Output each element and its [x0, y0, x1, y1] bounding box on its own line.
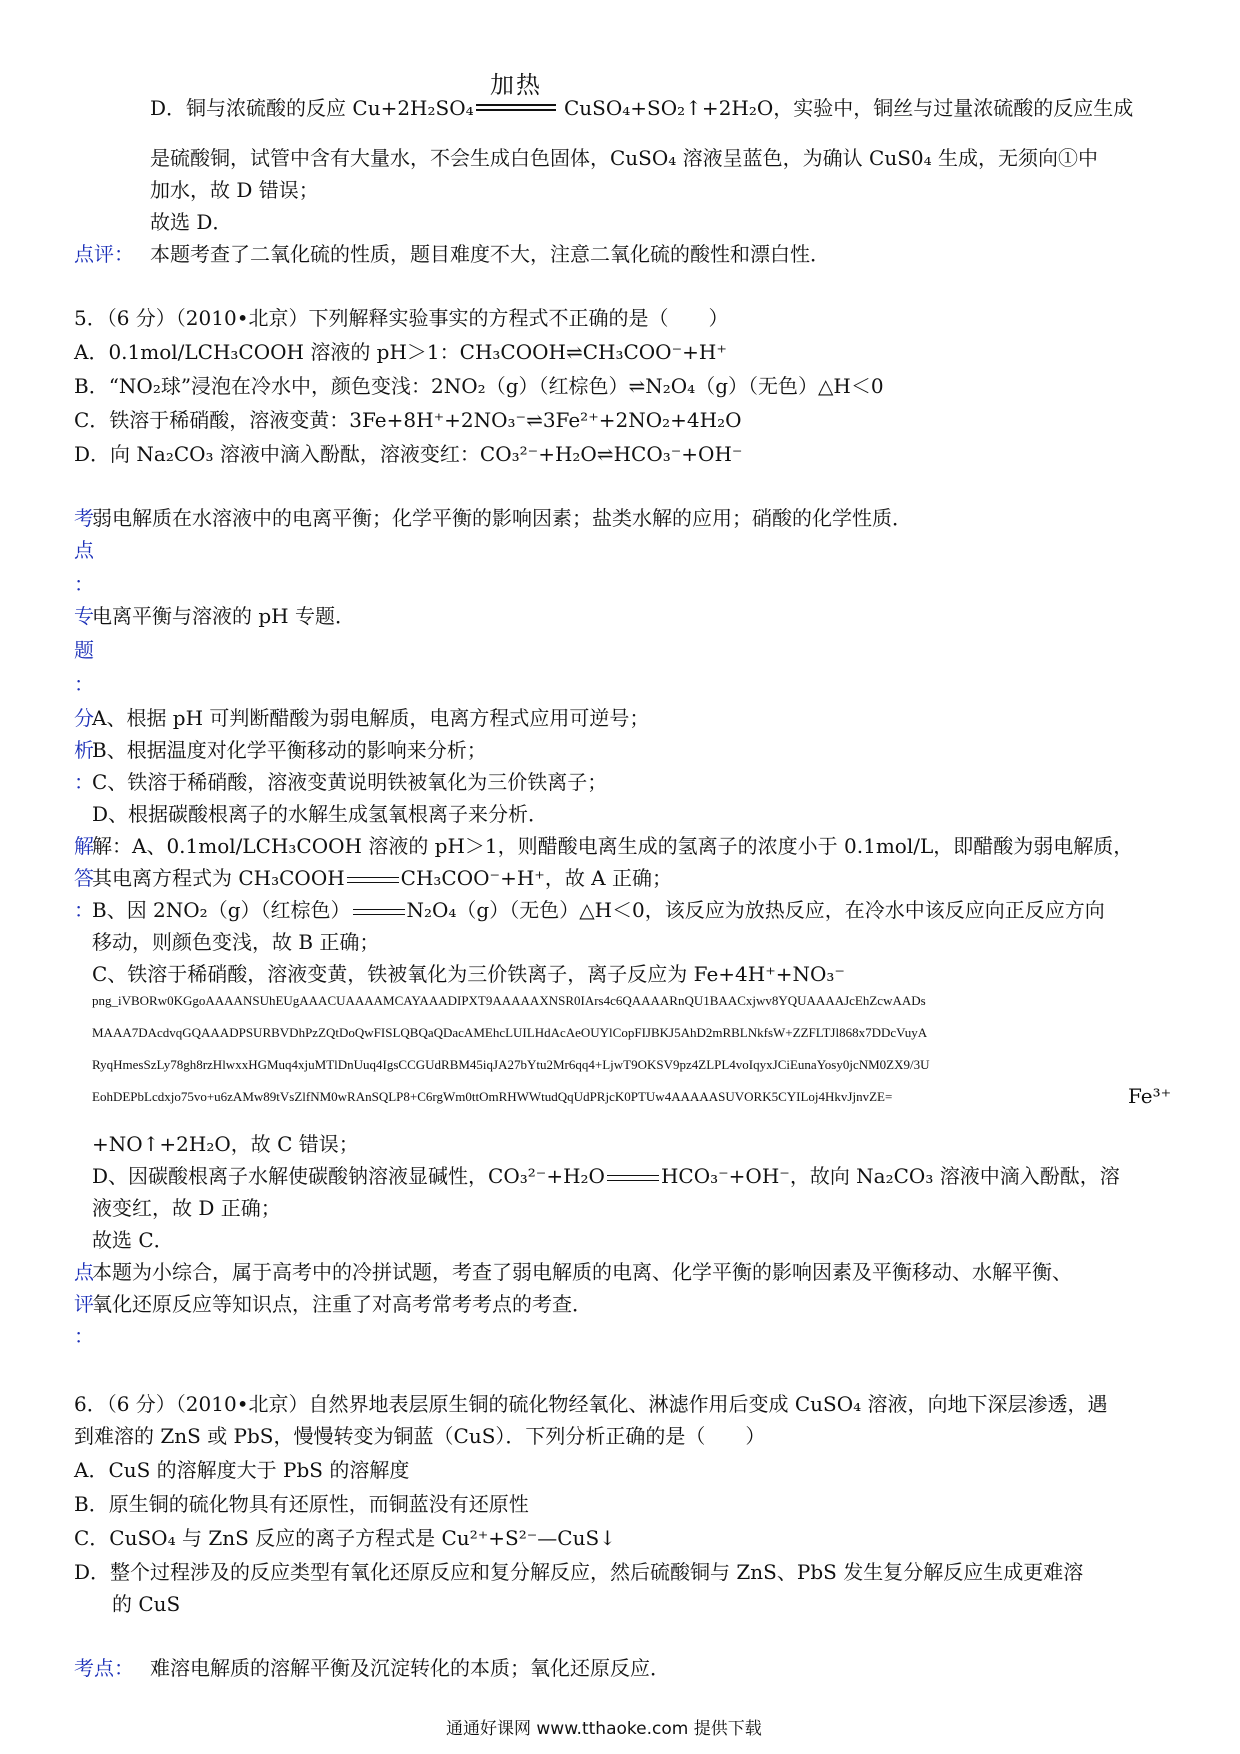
q5-solution-1: 解：A、0.1mol/LCH₃COOH 溶液的 pH＞1，则醋酸电离生成的氢离子的浓度小于 0.1mol/L，即醋酸为弱电解质， [92, 834, 1134, 858]
q6-keypoint-text: 难溶电解质的溶解平衡及沉淀转化的本质；氧化还原反应． [150, 1656, 670, 1680]
q5-analysis-1: A、根据 pH 可判断醋酸为弱电解质，电离方程式应用可逆号； [92, 706, 650, 730]
analysis-label-1: 分 [74, 706, 94, 730]
broken-image-text-4: EohDEPbLcdxjo75vo+u6zAMw89tVsZlfNM0wRAnSQLP8+C6rgWm0ttOmRHWWtudQqUdPRjcK0PTUw4AAAAASUVORK5CYILoj4HkvJjnvZE= [92, 1089, 893, 1104]
q5-option-a: A．0.1mol/LCH₃COOH 溶液的 pH＞1：CH₃COOH⇌CH₃COO⁻+H⁺ [74, 340, 727, 364]
q4-option-d-line1a: D．铜与浓硫酸的反应 Cu+2H₂SO₄ [150, 96, 474, 120]
q5-solution-7b: HCO₃⁻+OH⁻，故向 Na₂CO₃ 溶液中滴入酚酞，溶 [660, 1164, 1120, 1188]
q5-review-2: 氧化还原反应等知识点，注重了对高考常考考点的考查． [92, 1292, 592, 1316]
review-text: 本题考查了二氧化硫的性质，题目难度不大，注意二氧化硫的酸性和漂白性． [150, 242, 830, 266]
review-colon: ： [74, 1324, 94, 1348]
q5-option-c: C．铁溶于稀硝酸，溶液变黄：3Fe+8H⁺+2NO₃⁻⇌3Fe²⁺+2NO₂+4H₂O [74, 408, 742, 432]
q5-solution-7a: D、因碳酸根离子水解使碳酸钠溶液显碱性，CO₃²⁻+H₂O [92, 1164, 605, 1188]
kp-label-1: 考 [74, 506, 94, 530]
q5-analysis-4: D、根据碳酸根离子的水解生成氢氧根离子来分析． [92, 802, 549, 826]
q6-option-c: C．CuSO₄ 与 ZnS 反应的离子方程式是 Cu²⁺+S²⁻—CuS↓ [74, 1526, 616, 1550]
q5-choice: 故选 C． [92, 1228, 174, 1252]
broken-image-text-2: MAAA7DAcdvqGQAAADPSURBVDhPzZQtDoQwFISLQBQaQDacAMEhcLUILHdAcAeOUYlCopFIJBKJ5AhD2mRBLNkfsW+ZZFLTJl868x7DDcVuyA [92, 1025, 928, 1040]
q5-solution-3b: N₂O₄（g）（无色）△H＜0，该反应为放热反应，在冷水中该反应向正反应方向 [406, 898, 1105, 922]
q5-solution-4: 移动，则颜色变浅，故 B 正确； [92, 930, 380, 954]
q5-keypoint-text: 弱电解质在水溶液中的电离平衡；化学平衡的影响因素；盐类水解的应用；硝酸的化学性质． [92, 506, 912, 530]
q5-analysis-3: C、铁溶于稀硝酸，溶液变黄说明铁被氧化为三价铁离子； [92, 770, 608, 794]
solution-label-1: 解 [74, 834, 94, 858]
q5-solution-6: +NO↑+2H₂O，故 C 错误； [92, 1132, 359, 1156]
topic-label-1: 专 [74, 604, 94, 628]
solution-label-2: 答 [74, 866, 94, 890]
kp-colon: ： [74, 572, 94, 596]
heat-condition: 加热 [490, 71, 542, 99]
equilibrium-arrow [605, 1171, 661, 1185]
solution-colon: ： [74, 898, 94, 922]
q6-option-d-2: 的 CuS [112, 1592, 181, 1616]
q5-solution-5-end: Fe³⁺ [1128, 1084, 1172, 1108]
q5-topic-text: 电离平衡与溶液的 pH 专题． [92, 604, 355, 628]
q5-solution-2a: 其电离方程式为 CH₃COOH [92, 866, 345, 890]
q5-solution-2b: CH₃COO⁻+H⁺，故 A 正确； [400, 866, 672, 890]
topic-colon: ： [74, 672, 94, 696]
q5-stem: 5．（6 分）（2010•北京）下列解释实验事实的方程式不正确的是（ ） [74, 306, 729, 330]
q5-review-1: 本题为小综合，属于高考中的冷拼试题，考查了弱电解质的电离、化学平衡的影响因素及平衡移动、水解平衡、 [92, 1260, 1072, 1284]
equilibrium-arrow [351, 905, 407, 919]
page-footer: 通通好课网 www.tthaoke.com 提供下载 [446, 1719, 762, 1739]
equilibrium-arrow [345, 873, 401, 887]
broken-image-text-3: RyqHmesSzLy78gh8rzHlwxxHGMuq4xjuMTlDnUuq4IgsCCGUdRBM45iqJA27bYtu2Mr6qq4+LjwT9OKSV9pz4ZLPL4voIqyxJCiEunaYosy0jcNM0ZX9/3U [92, 1057, 930, 1072]
q6-option-d-1: D．整个过程涉及的反应类型有氧化还原反应和复分解反应，然后硫酸铜与 ZnS、PbS 发生复分解反应生成更难溶 [74, 1560, 1084, 1584]
q4-choice: 故选 D． [150, 210, 233, 234]
condition-equals-bar [476, 104, 556, 111]
q5-solution-5: C、铁溶于稀硝酸，溶液变黄，铁被氧化为三价铁离子，离子反应为 Fe+4H⁺+NO₃⁻ [92, 962, 845, 986]
topic-label-2: 题 [74, 638, 94, 662]
q6-option-a: A．CuS 的溶解度大于 PbS 的溶解度 [74, 1458, 410, 1482]
q6-keypoint-label: 考点： [74, 1656, 134, 1680]
q6-option-b: B．原生铜的硫化物具有还原性，而铜蓝没有还原性 [74, 1492, 529, 1516]
q5-option-b: B．“NO₂球”浸泡在冷水中，颜色变浅：2NO₂（g）（红棕色）⇌N₂O₄（g）（无色）△H＜0 [74, 374, 884, 398]
q6-stem-2: 到难溶的 ZnS 或 PbS，慢慢转变为铜蓝（CuS）．下列分析正确的是（ ） [74, 1424, 766, 1448]
q4-option-d-line3: 加水，故 D 错误； [150, 178, 319, 202]
q5-option-d: D．向 Na₂CO₃ 溶液中滴入酚酞，溶液变红：CO₃²⁻+H₂O⇌HCO₃⁻+OH⁻ [74, 442, 743, 466]
q5-analysis-2: B、根据温度对化学平衡移动的影响来分析； [92, 738, 487, 762]
q5-solution-3a: B、因 2NO₂（g）（红棕色） [92, 898, 351, 922]
analysis-label-2: 析 [74, 738, 94, 762]
review-label-2: 评 [74, 1292, 94, 1316]
q6-stem-1: 6．（6 分）（2010•北京）自然界地表层原生铜的硫化物经氧化、淋滤作用后变成 CuSO₄ 溶液，向地下深层渗透，遇 [74, 1392, 1108, 1416]
q5-solution-8: 液变红，故 D 正确； [92, 1196, 281, 1220]
q4-option-d-line2: 是硫酸铜，试管中含有大量水，不会生成白色固体，CuSO₄ 溶液呈蓝色，为确认 CuS0₄ 生成，无须向①中 [150, 146, 1098, 170]
review-label-1: 点 [74, 1260, 94, 1284]
kp-label-2: 点 [74, 538, 94, 562]
q4-option-d-line1b: CuSO₄+SO₂↑+2H₂O，实验中，铜丝与过量浓硫酸的反应生成 [564, 96, 1134, 120]
broken-image-text-1: png_iVBORw0KGgoAAAANSUhEUgAAACUAAAAMCAYAAADIPXT9AAAAAXNSR0IArs4c6QAAAARnQU1BAACxjwv8YQUAAAAJcEhZcwAADs [92, 993, 926, 1008]
analysis-colon: ： [74, 770, 94, 794]
review-label: 点评： [74, 242, 134, 266]
